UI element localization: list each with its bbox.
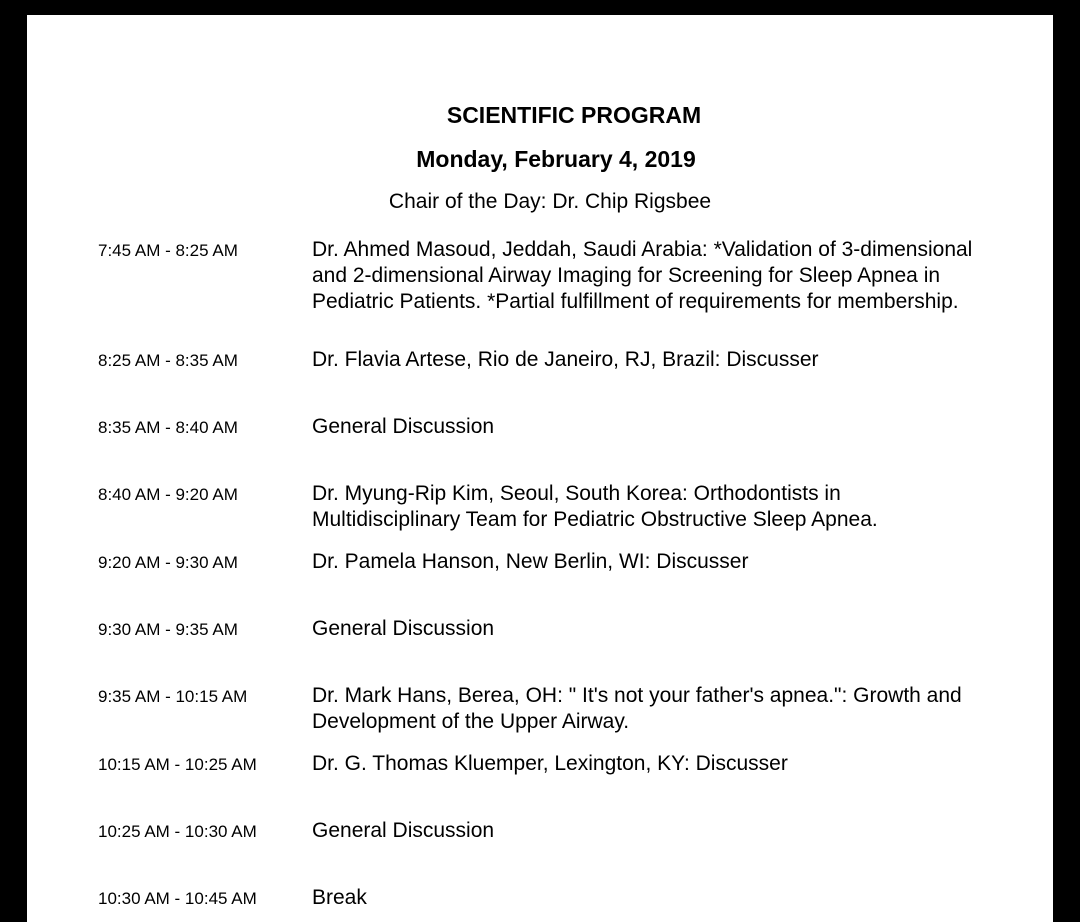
session-description: Dr. G. Thomas Kluemper, Lexington, KY: Discusser [312, 752, 788, 775]
session-description: General Discussion [312, 617, 495, 640]
chair-of-day: Chair of the Day: Dr. Chip Rigsbee [388, 190, 712, 213]
session-time: 9:35 AM - 10:15 AM [98, 687, 248, 706]
document-page [27, 15, 1053, 922]
program-title: SCIENTIFIC PROGRAM [446, 102, 702, 128]
session-time: 8:40 AM - 9:20 AM [98, 485, 238, 504]
session-description: Dr. Flavia Artese, Rio de Janeiro, RJ, Brazil: Discusser [312, 348, 819, 371]
session-description: General Discussion [312, 415, 495, 438]
session-description: General Discussion [312, 819, 495, 842]
session-time: 9:20 AM - 9:30 AM [98, 553, 238, 572]
session-description: Dr. Mark Hans, Berea, OH: " It's not your father's apnea.": Growth and Development of the Upper Airway. [312, 684, 962, 733]
session-time: 8:25 AM - 8:35 AM [98, 351, 238, 370]
session-description: Dr. Pamela Hanson, New Berlin, WI: Discusser [312, 550, 749, 573]
session-time: 9:30 AM - 9:35 AM [98, 620, 238, 639]
session-time: 10:30 AM - 10:45 AM [98, 889, 257, 908]
session-description: Dr. Ahmed Masoud, Jeddah, Saudi Arabia: *Validation of 3-dimensional and 2-dimensional Airway Imaging for Screening for Sleep Apnea in Pediatric Patients. *Partial fulfillment of requirements for membership. [312, 238, 973, 313]
session-time: 10:25 AM - 10:30 AM [98, 822, 257, 841]
session-time: 10:15 AM - 10:25 AM [98, 755, 257, 774]
session-time: 8:35 AM - 8:40 AM [98, 418, 238, 437]
session-description: Break [312, 886, 367, 909]
session-time: 7:45 AM - 8:25 AM [98, 241, 238, 260]
program-date: Monday, February 4, 2019 [416, 146, 696, 172]
session-description: Dr. Myung-Rip Kim, Seoul, South Korea: Orthodontists in Multidisciplinary Team for Pediatric Obstructive Sleep Apnea. [312, 482, 878, 531]
